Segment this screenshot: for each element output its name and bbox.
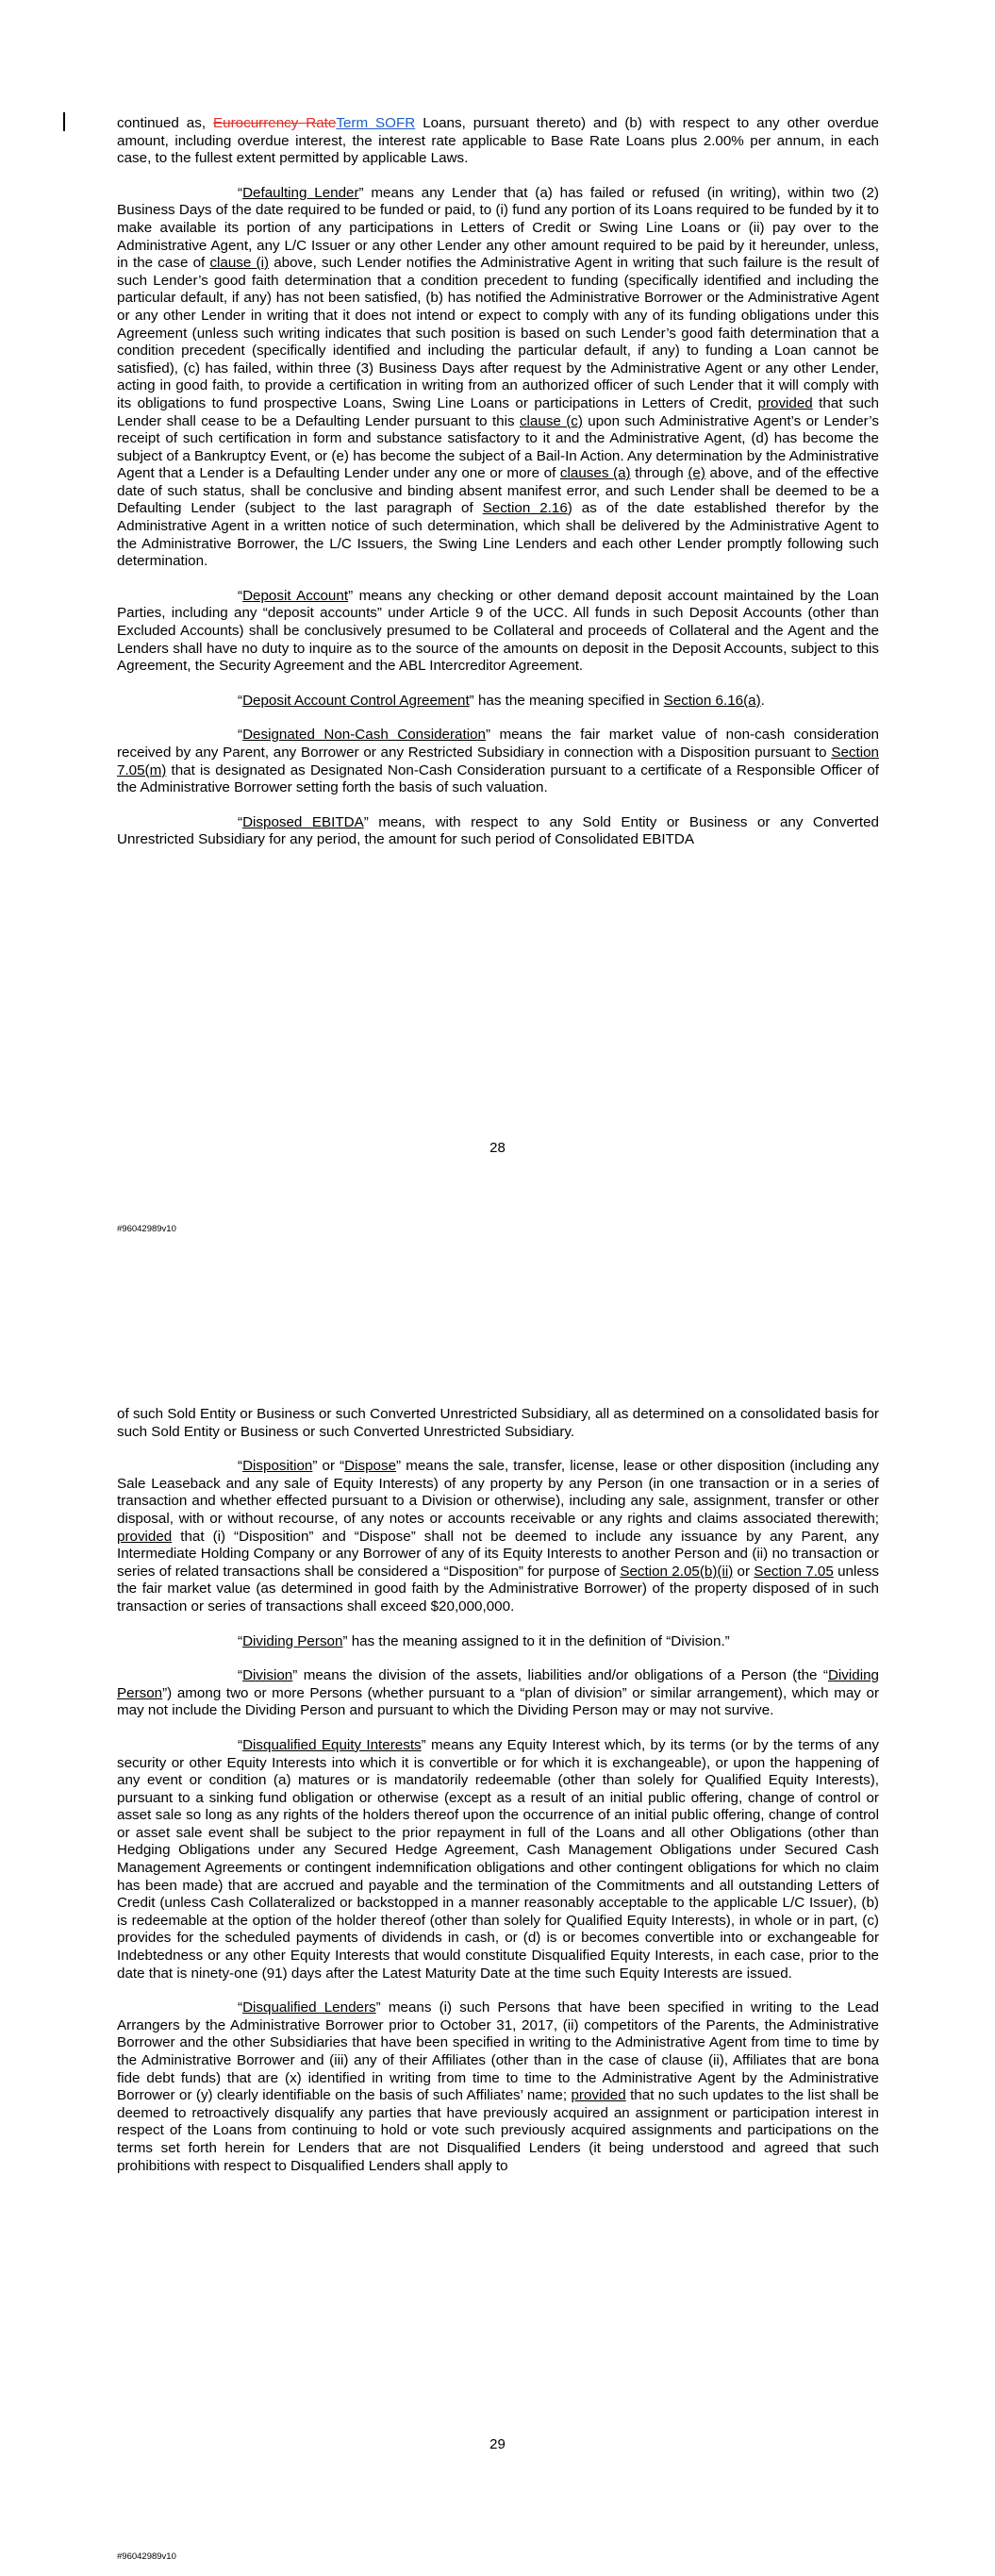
defined-term: Deposit Account bbox=[242, 587, 349, 604]
page-29-body bbox=[117, 1406, 879, 2192]
definition-disposed-ebitda: “Disposed EBITDA” means, with respect to any Sold Entity or Business or any Converted Unrestricted Subsidiary for any period, the amount for such period of Consolidated EBITDA bbox=[117, 813, 880, 848]
inserted-text: Term SOFR bbox=[336, 115, 416, 131]
definition-designated-non-cash-consideration: “Designated Non-Cash Consideration” means the fair market value of non-cash consideration received by any Parent, any Borrower or any Restricted Subsidiary in connection with a Disposition pursuant to Section 7.05(m) that is designated as Designated Non-Cash Consideration pursuant to a certificate of a Responsible Officer of the Administrative Borrower setting forth the basis of such valuation. bbox=[117, 727, 879, 796]
defined-term: Disqualified Equity Interests bbox=[242, 1736, 422, 1753]
definition-disqualified-lenders: “Disqualified Lenders” means (i) such Persons that have been specified in writing to the Lead Arrangers by the Administrative Borrower prior to October 31, 2017, (ii) competitors of the Parents, the Administrative Borrower and the other Subsidiaries that have been specified in writing to the Administrative Agent from time to time by the Administrative Borrower and (iii) any of their Affiliates (other than in the case of clause (ii), Affiliates that are bona fide debt funds) that are (x) identified in writing from time to time to the Administrative Agent by the Administrative Borrower or (y) clearly identifiable on the basis of such Affiliates’ name; provided that no such updates to the list shall be deemed to retroactively disqualify any parties that have previously acquired an assignment or participation interest in respect of the Loans from continuing to hold or vote such previously acquired assignments and participations on the terms set forth herein for Lenders that are not Disqualified Lenders (it being understood and agreed that such prohibitions with respect to Disqualified Lenders shall apply to bbox=[117, 1999, 879, 2174]
defined-term: Disposed EBITDA bbox=[242, 813, 364, 830]
definition-deposit-account: “Deposit Account” means any checking or other demand deposit account maintained by the Loan Parties, including any “deposit accounts” under Article 9 of the UCC. All funds in such Deposit Accounts (other than Excluded Accounts) shall be conclusively presumed to be Collateral and proceeds of Collateral and the Agent and the Lenders shall have no duty to inquire as to the source of the amounts on deposit in the Deposit Accounts, subject to this Agreement, the Security Agreement and the ABL Intercreditor Agreement. bbox=[117, 587, 879, 675]
definition-disposition: “Disposition” or “Dispose” means the sale, transfer, license, lease or other disposition (including any Sale Leaseback and any sale of Equity Interests) of any property by any Person (in one transaction or in a series of transaction and whether effected pursuant to a Division or otherwise), including any sale, assignment, transfer or other disposal, with or without recourse, of any notes or accounts receivable or any rights and claims associated therewith; provided that (i) “Disposition” and “Dispose” shall not be deemed to include any issuance by any Parent, any Intermediate Holding Company or any Borrower of any of its Equity Interests to another Person and (ii) no transaction or series of related transactions shall be considered a “Disposition” for purpose of Section 2.05(b)(ii) or Section 7.05 unless the fair market value (as determined in good faith by the Administrative Borrower) of the property disposed of in such transaction or series of transactions shall exceed $20,000,000. bbox=[117, 1458, 880, 1614]
defined-term: Designated Non-Cash Consideration bbox=[242, 727, 486, 744]
definition-dividing-person: “Dividing Person” has the meaning assigned to it in the definition of “Division.” bbox=[238, 1632, 730, 1649]
definition-deposit-account-control-agreement: “Deposit Account Control Agreement” has the meaning specified in Section 6.16(a). bbox=[238, 692, 765, 709]
page-number: 29 bbox=[489, 2436, 506, 2452]
defined-term: Deposit Account Control Agreement bbox=[242, 692, 470, 709]
definition-division: “Division” means the division of the assets, liabilities and/or obligations of a Person (the “Dividing Person”) among two or more Persons (whether pursuant to a “plan of division” or similar arrangement), which may or may not include the Dividing Person and pursuant to which the Dividing Person may or may not survive. bbox=[117, 1667, 879, 1719]
defined-term: Division bbox=[242, 1667, 293, 1684]
document-id: #96042989v10 bbox=[117, 1224, 176, 1234]
paragraph-disposed-ebitda-continued: of such Sold Entity or Business or such Converted Unrestricted Subsidiary, all as determined on a consolidated basis for such Sold Entity or Business or such Converted Unrestricted Subsidiary. bbox=[117, 1406, 879, 1440]
defined-term: Defaulting Lender bbox=[242, 184, 359, 201]
defined-term: Dispose bbox=[344, 1458, 397, 1475]
deleted-text: Eurocurrency Rate bbox=[213, 115, 337, 131]
paragraph-default-interest-continued: continued as, Eurocurrency RateTerm SOFR Loans, pursuant thereto) and (b) with respect to any other overdue amount, including overdue interest, the interest rate applicable to Base Rate Loans plus 2.00% per annum, in each case, to the fullest extent permitted by applicable Laws. bbox=[117, 115, 880, 167]
defined-term: Dividing Person bbox=[242, 1632, 343, 1649]
definition-disqualified-equity-interests: “Disqualified Equity Interests” means any Equity Interest which, by its terms (or by the terms of any security or other Equity Interests into which it is convertible or for which it is exchangeable), or upon the happening of any event or condition (a) matures or is mandatorily redeemable (other than solely for Qualified Equity Interests), pursuant to a sinking fund obligation or otherwise (except as a result of an initial public offering, change of control or asset sale so long as any rights of the holders thereof upon the occurrence of an initial public offering, change of control or asset sale event shall be subject to the prior repayment in full of the Loans and all other Obligations (other than Hedging Obligations under any Secured Hedge Agreement, Cash Management Obligations under Secured Cash Management Agreements or contingent indemnification obligations and other contingent obligations for which no claim has been made) that are accrued and payable and the termination of the Commitments and all outstanding Letters of Credit (unless Cash Collateralized or backstopped in a manner reasonably acceptable to the applicable L/C Issuer), (b) is redeemable at the option of the holder thereof (other than solely for Qualified Equity Interests), in whole or in part, (c) provides for the scheduled payments of dividends in cash, or (d) is or becomes convertible into or exchangeable for Indebtedness or any other Equity Interests that would constitute Disqualified Equity Interests, in each case, prior to the date that is ninety-one (91) days after the Latest Maturity Date at the time such Equity Interests are issued. bbox=[117, 1736, 879, 1982]
definition-defaulting-lender: “Defaulting Lender” means any Lender that (a) has failed or refused (in writing), within two (2) Business Days of the date required to be funded or paid, to (i) fund any portion of its Loans required to be funded by it to make available its portion of any participations in Letters of Credit or Swing Line Loans or (ii) pay over to the Administrative Agent, any L/C Issuer or any other Lender any other amount required to be paid by it hereunder, unless, in the case of clause (i) above, such Lender notifies the Administrative Agent in writing that such failure is the result of such Lender’s good faith determination that a condition precedent to funding (specifically identified and including the particular default, if any) has not been satisfied, (b) has notified the Administrative Borrower or the Administrative Agent or any other Lender in writing that it does not intend or expect to comply with any of its funding obligations under this Agreement (unless such writing indicates that such position is based on such Lender’s good faith determination that a condition precedent (specifically identified and including the particular default, if any) to funding a Loan cannot be satisfied), (c) has failed, within three (3) Business Days after request by the Administrative Agent or any other Lender, acting in good faith, to provide a certification in writing from an authorized officer of such Lender that it will comply with its obligations to fund prospective Loans, Swing Line Loans or participations in Letters of Credit, provided that such Lender shall cease to be a Defaulting Lender pursuant to this clause (c) upon such Administrative Agent’s or Lender’s receipt of such certification in form and substance satisfactory to it and the Administrative Agent, (d) has become the subject of a Bankruptcy Event, or (e) has become the subject of a Bail-In Action. Any determination by the Administrative Agent that a Lender is a Defaulting Lender under any one or more of clauses (a) through (e) above, and of the effective date of such status, shall be conclusive and binding absent manifest error, and such Lender shall be deemed to be a Defaulting Lender (subject to the last paragraph of Section 2.16) as of the date established therefor by the Administrative Agent in a written notice of such determination, which shall be delivered by the Administrative Agent to the Administrative Borrower, the L/C Issuers, the Swing Line Lenders and each other Lender promptly following such determination. bbox=[117, 184, 880, 570]
defined-term: Disposition bbox=[242, 1458, 313, 1475]
page-number: 28 bbox=[489, 1140, 506, 1156]
defined-term: Disqualified Lenders bbox=[242, 1999, 376, 2016]
page-28-body bbox=[117, 115, 879, 866]
revision-change-bar bbox=[63, 112, 65, 131]
document-id: #96042989v10 bbox=[117, 2551, 176, 2562]
